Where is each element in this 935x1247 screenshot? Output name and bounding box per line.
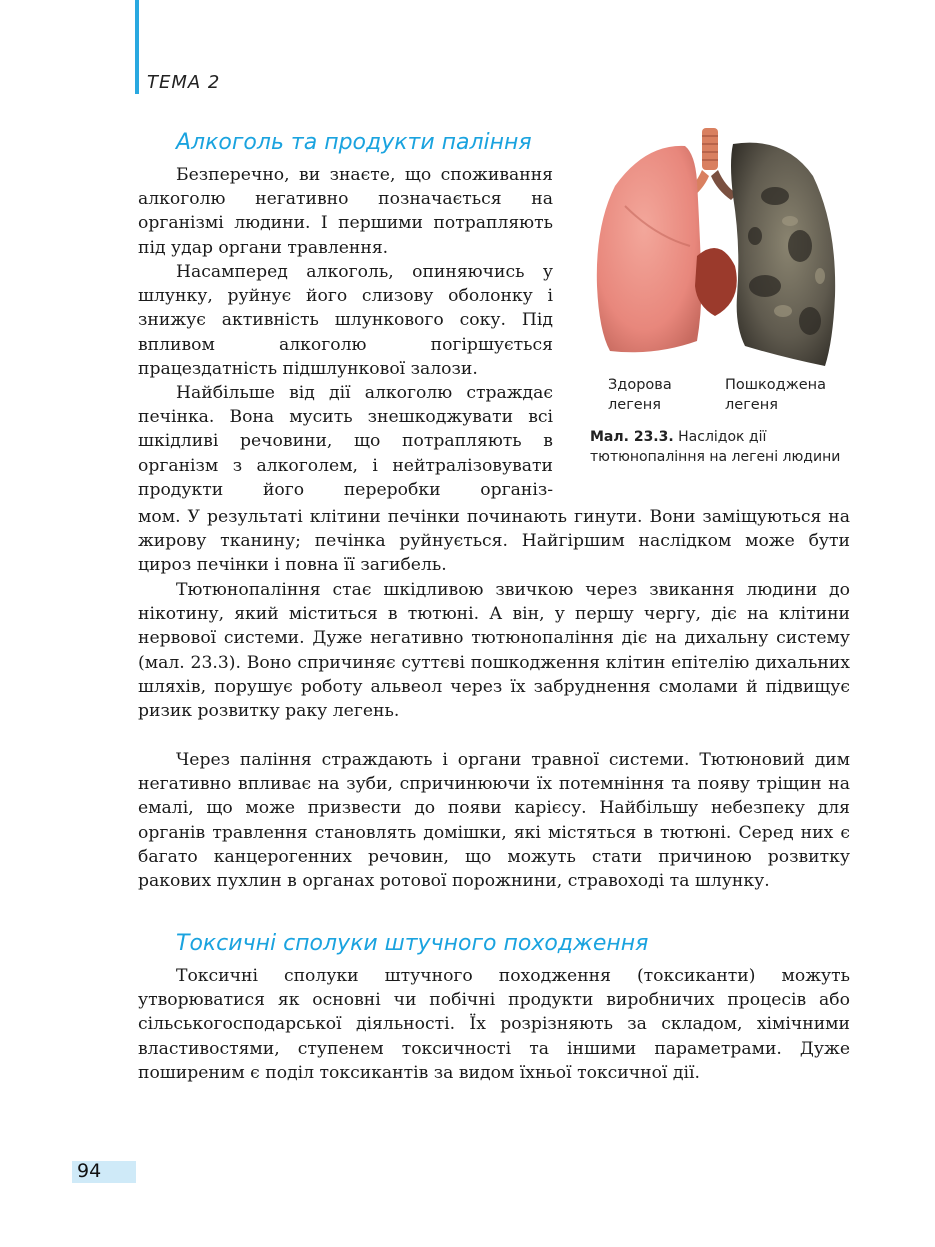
paragraph-6: Токсичні сполуки штучного походження (токсиканти) можуть утворюватися як основні чи побічні продукти виробничих процесів або сільськогосподарської діяльності. Їх розрізняють за складом, хімічними властивостями, ступенем токсичності та іншими параметрами. Дуже поширеним є поділ токсикантів за видом їхньої токсичної дії. <box>138 966 850 1083</box>
accent-bar <box>135 0 139 94</box>
paragraph-3-start: Найбільше від дії алкоголю страждає печінка. Вона мусить знешкоджувати всі шкідливі речовини, що потрапляють в організм з алкоголем, і нейтралізовувати продукти його переробки організ- <box>138 383 553 500</box>
section-heading-toxicants: Токсичні сполуки штучного походження <box>176 931 649 956</box>
caption-text: Наслідок дії тютюнопаління на легені людини <box>590 429 841 465</box>
paragraph-5: Через паління страждають і органи травної системи. Тютюновий дим негативно впливає на зуби, спричинюючи їх потемніння та появу тріщин на емалі, що може призвести до появи карієсу. Найбільшу небезпеку для органів травлення становлять домішки, які містяться в тютюні. Серед них є багато канцерогенних речовин, що можуть стати причиною розвитку ракових пухлин в органах ротової порожнини, стравоході та шлунку. <box>138 750 850 892</box>
paragraph-1: Безперечно, ви знаєте, що споживання алкоголю негативно позначається на організмі людини. І першими потрапляють під удар органи травлення. <box>138 165 553 258</box>
figure-caption <box>590 427 850 467</box>
page-number: 94 <box>77 1160 102 1182</box>
topic-label: ТЕМА 2 <box>147 72 221 93</box>
lungs-figure <box>585 126 847 371</box>
label-healthy-lung: Здорова легеня <box>608 377 672 413</box>
paragraph-2: Насамперед алкоголь, опиняючись у шлунку, руйнує його слизову оболонку і знижує активність шлункового соку. Під впливом алкоголю погіршується працездатність підшлункової залози. <box>138 262 553 379</box>
caption-number: Мал. 23.3. <box>590 429 674 445</box>
paragraph-4: Тютюнопаління стає шкідливою звичкою через звикання людини до нікотину, який міститься в тютюні. А він, у першу чергу, діє на клітини нервової системи. Дуже негативно тютюнопаління діє на дихальну систему (мал. 23.3). Воно спричиняє суттєві пошкодження клітин епітелію дихальних шляхів, порушує роботу альвеол через їх забруднення смолами й підвищує ризик розвитку раку легень. <box>138 580 850 722</box>
paragraph-3-end: мом. У результаті клітини печінки починають гинути. Вони заміщуються на жирову тканину; печінка руйнується. Найгіршим наслідком може бути цироз печінки і повна її загибель. <box>138 507 850 576</box>
section-heading-alcohol: Алкоголь та продукти паління <box>176 130 532 155</box>
lungs-illustration <box>585 126 847 371</box>
label-damaged-lung: Пошкоджена легеня <box>725 377 827 413</box>
